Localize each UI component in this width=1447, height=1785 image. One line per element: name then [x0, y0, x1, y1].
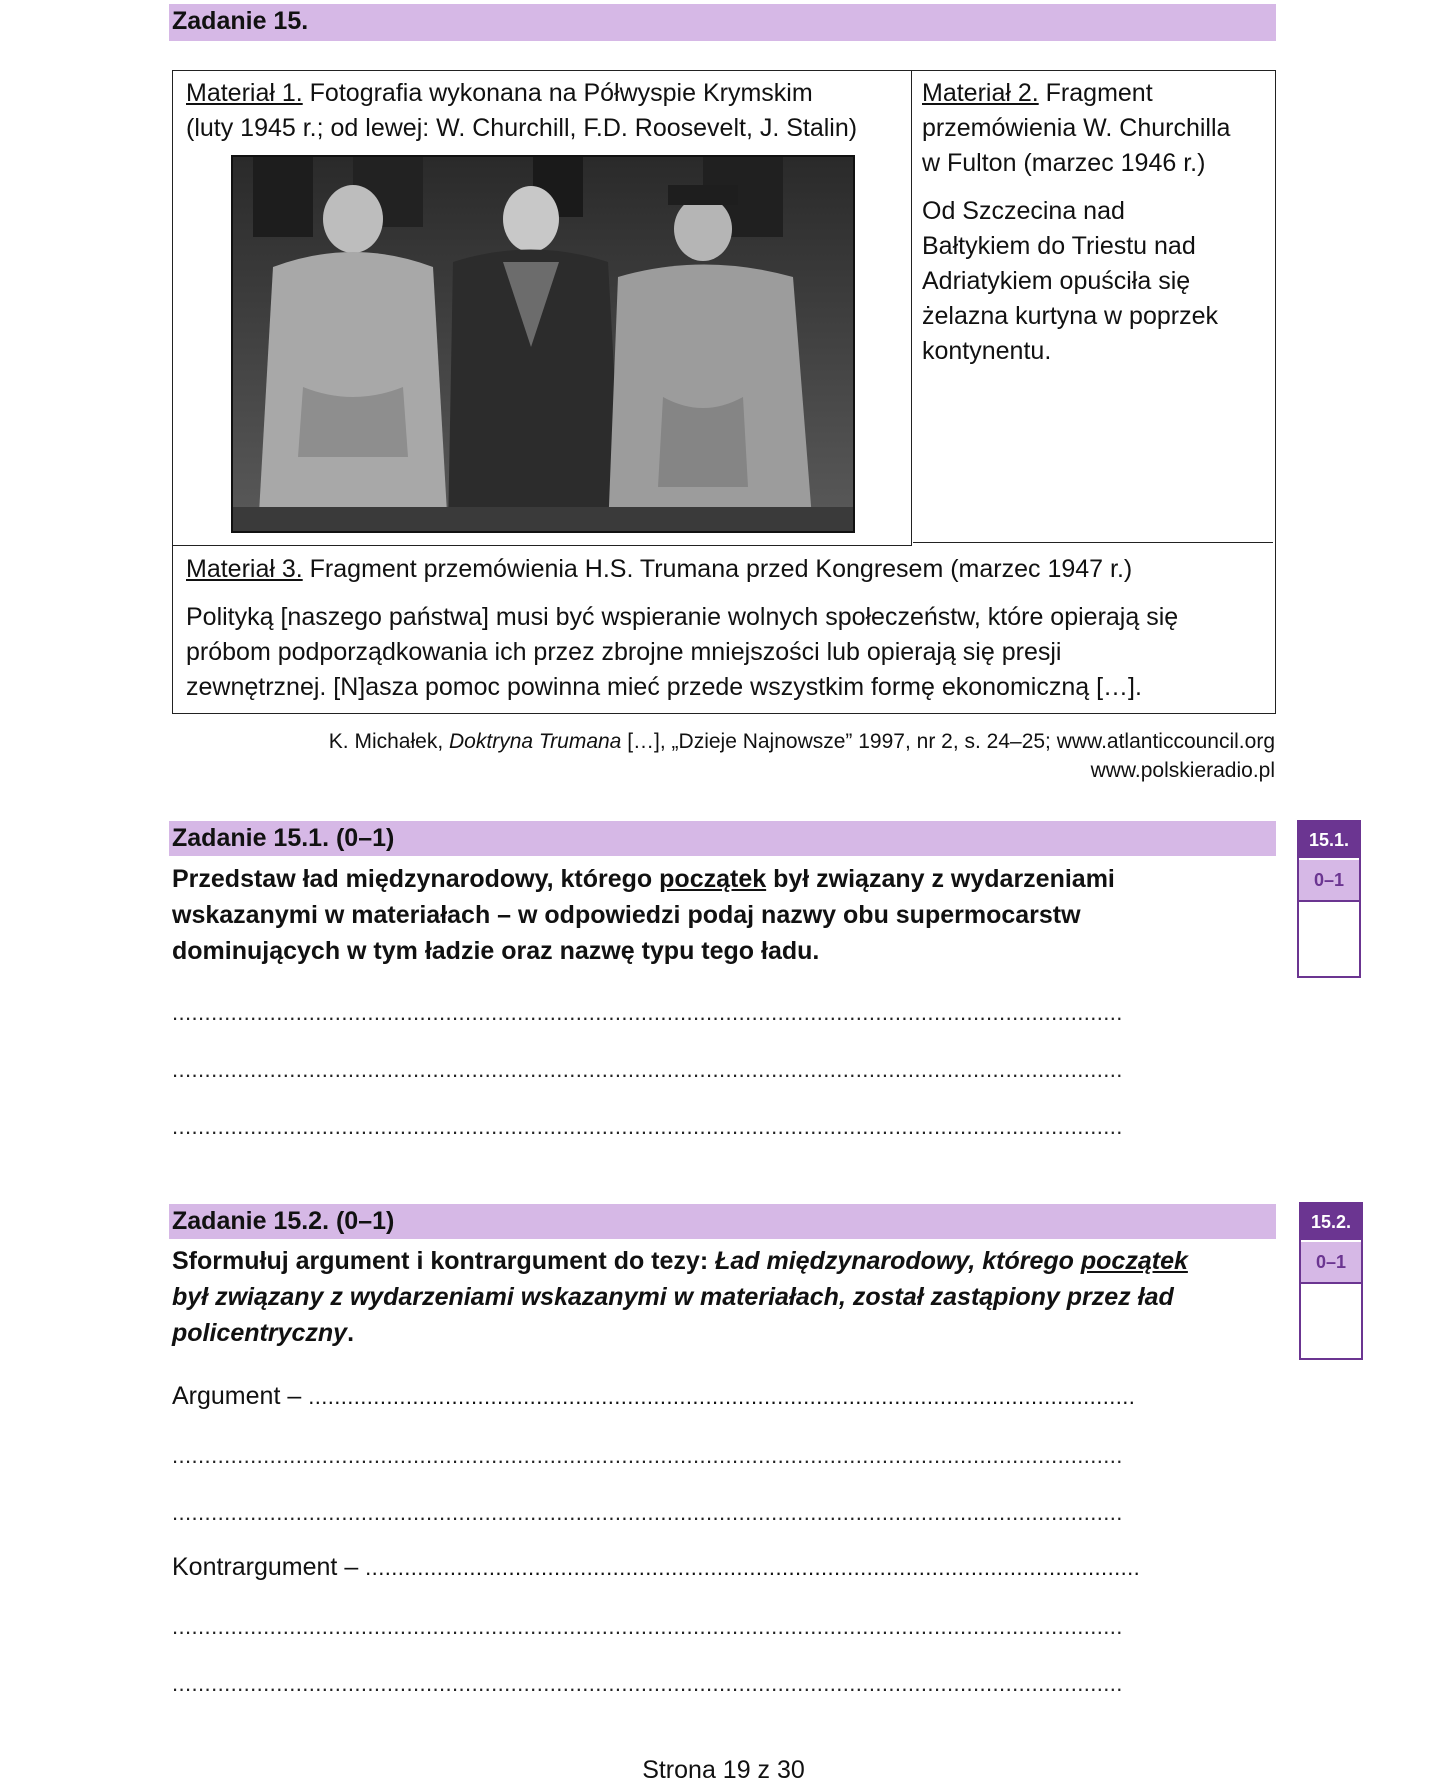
- task-15-1-underlined: początek: [659, 865, 767, 893]
- task-15-2-line1: Sformułuj argument i kontrargument do tezy:: [172, 1247, 716, 1275]
- task-15-2-header-text: Zadanie 15.2. (0–1): [172, 1207, 395, 1235]
- material1-label: Materiał 1.: [186, 79, 303, 107]
- score-field[interactable]: [1301, 1282, 1361, 1358]
- score-field[interactable]: [1299, 900, 1359, 976]
- task-15-1-line1: Przedstaw ład międzynarodowy, którego: [172, 865, 660, 893]
- task-15-2-line2: był związany z wydarzeniami wskazanymi w materiałach, został zastąpiony przez ład: [172, 1283, 1174, 1311]
- task-header-text: Zadanie 15.: [172, 7, 309, 35]
- source-author: K. Michałek,: [328, 730, 450, 753]
- material2-quote-line: Od Szczecina nad: [922, 197, 1125, 225]
- answer-line[interactable]: ..................................................................................................................................................: [172, 1500, 1123, 1525]
- task-15-2-instruction: [172, 1243, 1188, 1351]
- answer-line[interactable]: ..................................................................................................................................................: [172, 1114, 1123, 1139]
- task-15-1-header-text: Zadanie 15.1. (0–1): [172, 824, 395, 852]
- yalta-photograph: [231, 155, 855, 533]
- material2-label: Materiał 2.: [922, 79, 1039, 107]
- material1-caption: [186, 76, 857, 146]
- source-title: Doktryna Trumana: [449, 730, 622, 753]
- material2-caption: [922, 76, 1230, 181]
- score-box-15-1: [1297, 820, 1361, 978]
- score-label: 15.1.: [1299, 822, 1359, 858]
- material1-caption-line2: (luty 1945 r.; od lewej: W. Churchill, F.D. Roosevelt, J. Stalin): [186, 114, 858, 142]
- argument-row: [172, 1379, 1135, 1414]
- answer-line[interactable]: ..................................................................................................................................................: [172, 1614, 1123, 1639]
- material2-quote: [922, 194, 1218, 369]
- counterargument-label: Kontrargument –: [172, 1553, 366, 1581]
- material2-quote-line: Bałtykiem do Triestu nad: [922, 232, 1196, 260]
- score-range: 0–1: [1299, 858, 1359, 900]
- material3-quote-line: Polityką [naszego państwa] musi być wspieranie wolnych społeczeństw, które opierają się: [186, 603, 1179, 631]
- material3-quote-line: zewnętrznej. [N]asza pomoc powinna mieć przede wszystkim formę ekonomiczną […].: [186, 673, 1142, 701]
- material2-caption-line1: Fragment: [1038, 79, 1153, 107]
- material3-caption-text: Fragment przemówienia H.S. Trumana przed Kongresem (marzec 1947 r.): [302, 555, 1133, 583]
- material2-caption-line2: przemówienia W. Churchilla: [922, 114, 1231, 142]
- material2-quote-line: żelazna kurtyna w poprzek: [922, 302, 1218, 330]
- material3-quote: [186, 600, 1178, 705]
- materials-divider-right: [913, 542, 1273, 543]
- task-15-2-thesis-start: Ład międzynarodowy, którego: [715, 1247, 1081, 1275]
- material3-caption: [186, 552, 1132, 587]
- score-box-15-2: [1299, 1202, 1363, 1360]
- task-15-1-instruction: [172, 861, 1115, 969]
- argument-label: Argument –: [172, 1382, 309, 1410]
- counterargument-row: [172, 1550, 1140, 1585]
- source-url: www.polskieradio.pl: [1090, 759, 1275, 782]
- task-header: [169, 4, 1276, 41]
- source-details: […], „Dzieje Najnowsze” 1997, nr 2, s. 24–25; www.atlanticcouncil.org: [621, 730, 1275, 753]
- score-label: 15.2.: [1301, 1204, 1361, 1240]
- task-15-2-line3: policentryczny: [172, 1319, 348, 1347]
- argument-answer-line[interactable]: ...............................................................................................................................: [308, 1384, 1136, 1409]
- answer-line[interactable]: ..................................................................................................................................................: [172, 1671, 1123, 1696]
- task-15-2-period: .: [347, 1319, 355, 1347]
- material2-quote-line: Adriatykiem opuściła się: [922, 267, 1191, 295]
- task-15-2-header: [169, 1204, 1276, 1239]
- score-range: 0–1: [1301, 1240, 1361, 1282]
- material3-quote-line: próbom podporządkowania ich przez zbrojne mniejszości lub opierają się presji: [186, 638, 1062, 666]
- counterargument-answer-line[interactable]: .......................................................................................................................: [365, 1555, 1141, 1580]
- answer-line[interactable]: ..................................................................................................................................................: [172, 1443, 1123, 1468]
- task-15-1-line2: wskazanymi w materiałach – w odpowiedzi podaj nazwy obu supermocarstw: [172, 901, 1081, 929]
- answer-line[interactable]: ..................................................................................................................................................: [172, 1057, 1123, 1082]
- task-15-1-line1-end: był związany z wydarzeniami: [766, 865, 1115, 893]
- material3-label: Materiał 3.: [186, 555, 303, 583]
- material2-quote-line: kontynentu.: [922, 337, 1052, 365]
- task-15-2-underlined: początek: [1080, 1247, 1188, 1275]
- material1-caption-line1: Fotografia wykonana na Półwyspie Krymskim: [302, 79, 813, 107]
- materials-divider-vertical: [911, 70, 912, 546]
- task-15-1-line3: dominujących w tym ładzie oraz nazwę typu tego ładu.: [172, 937, 820, 965]
- photo-illustration: [233, 157, 853, 531]
- page-number: Strona 19 z 30: [642, 1756, 805, 1784]
- task-15-1-header: [169, 821, 1276, 856]
- material2-caption-line3: w Fulton (marzec 1946 r.): [922, 149, 1206, 177]
- source-citation: [329, 727, 1275, 785]
- answer-line[interactable]: ..................................................................................................................................................: [172, 1000, 1123, 1025]
- materials-divider-left: [172, 545, 911, 546]
